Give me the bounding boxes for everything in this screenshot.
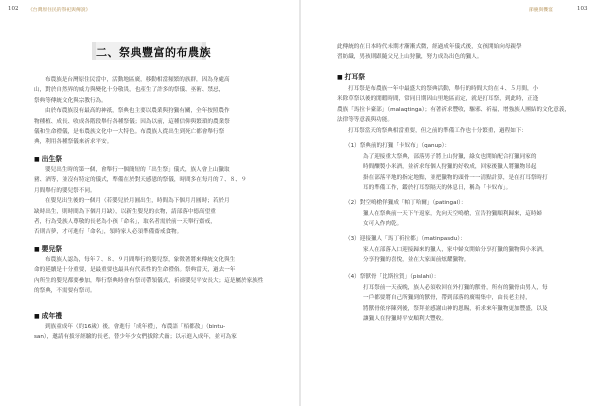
- text-line: 獵人在祭典前一天下午返家，先向天空鳴槍，宣告狩獵順利歸來，這時婦: [363, 211, 543, 217]
- infant-heading-label: 嬰兒祭: [41, 245, 63, 253]
- text-line: 農族「馬拉卡臺部」（malaqtinga）；有著祈求豐收，驅邪、祈福，增強族人團結的文化意義，: [337, 106, 571, 113]
- text-line: 典，利用各種祭儀來祈求平安。: [34, 139, 113, 146]
- text-line: 的祭典，不需要有祭司。: [34, 288, 96, 295]
- hunt-heading-label: 打耳祭: [344, 73, 366, 81]
- adult-paragraph: [34, 322, 274, 343]
- square-bullet-icon: ■: [34, 156, 40, 163]
- item-title: 對空鳴槍佯獵成「帕丁哈爾」（patingal）：: [359, 200, 467, 206]
- text-line: 月間舉行的嬰兒祭不同。: [34, 187, 96, 194]
- text-line: 米除草祭以後的閒暇時間，常同日期因山里地區而定，就是打耳祭，到此時，正逢: [337, 96, 539, 103]
- birth-paragraphs: [34, 165, 274, 238]
- hunt-paragraph: [337, 84, 573, 136]
- text-line: 到族童成年（約16歲）後，會進行「成年禮」，布農語「栢都敖」（bintu-: [45, 324, 226, 330]
- process-item-3: [345, 234, 466, 242]
- section-title: 二、祭典豐富的布農族: [96, 46, 211, 59]
- text-line: 祭典等傳統文化與宗教行為。: [34, 97, 107, 104]
- infant-paragraph: [34, 255, 274, 297]
- text-line: 打耳祭前一天夜晚，族人必須收回在外打獵的獸骨，所有的獵骨由男人，每: [363, 285, 548, 291]
- right-running-head: 節慶與饗宴: [529, 8, 553, 13]
- item-number: （2）: [345, 200, 360, 206]
- text-line: 者，行為受族人尊敬的長老為小孩「命名」，取名者需於前一天舉行齋戒，: [34, 218, 216, 225]
- item-number: （3）: [345, 236, 360, 242]
- process-item-4-text: [363, 283, 573, 325]
- right-page: [301, 0, 600, 406]
- section-title-banner: [92, 42, 211, 60]
- square-bullet-icon: ■: [34, 313, 40, 320]
- text-line: 家人在部落入口迎接歸來的獵人，家中婦女開始分享打獵的獵物與小米酒，: [363, 247, 548, 253]
- process-item-4: [345, 272, 439, 280]
- text-line: 耳的準備工作，鑑於打耳祭隔天的休息日，稱為「卡奴布」。: [363, 185, 512, 192]
- text-line: 在嬰兒出生後的一個月（若嬰兒於月圓出生，時間為下個月月圓時；若於月: [45, 198, 230, 205]
- text-line: 物種植、成長、收成各階段舉行各種祭儀；因為以前，這種信仰與繁瑣的農業祭: [34, 118, 230, 125]
- process-item-1: [345, 141, 450, 149]
- left-page-number: 102: [8, 6, 19, 12]
- adult-heading-label: 成年禮: [41, 312, 63, 320]
- text-line: 打耳祭當天的祭典相當重要，但之前的準備工作也十分繁重，過程如下：: [348, 127, 528, 134]
- process-item-1-text: [363, 152, 573, 194]
- item-number: （1）: [345, 143, 360, 149]
- right-intro-paragraph: [337, 42, 573, 63]
- right-page-number: 103: [577, 6, 588, 12]
- process-item-2: [345, 198, 466, 206]
- text-line: 一戶都要將自己所獵到的獸骨，帶到部落的廣場集中，由長老主持，: [363, 295, 531, 302]
- text-line: 分享狩獵的喜悅，並在大家面前炫耀獵物。: [363, 257, 470, 264]
- intro-paragraph: [34, 75, 274, 148]
- text-line: 此傳統的在日本時代未期才漸漸式微，經過成年儀式後，女孩開始向母親學: [337, 44, 522, 50]
- text-line: 山，對於自然界的威力與變化十分敬畏，也產生了許多的祭儀、巫術、禁忌，: [34, 87, 225, 94]
- text-line: 將獸骨依序陳列後，祭拜並感謝山神的恩賜，祈求來年獵物更加豐盛，以及: [363, 305, 548, 312]
- process-item-2-text: [363, 209, 573, 230]
- text-line: 法律等等意義與功能。: [337, 117, 393, 124]
- text-line: 時間釀製小米酒，並祈求每個人狩獵的好收成，回家後獵人將獵物吊起: [363, 164, 537, 171]
- text-line: 儀和生命禮儀，是布農族文化中一大特色。布農族人從出生到死亡都會舉行祭: [34, 128, 225, 135]
- text-line: 習紡織，男孩則跟隨父兄上山狩獵，努力成為出色的獵人。: [337, 54, 483, 61]
- text-line: 布農族人認為，每年７、８、９月間舉行的嬰兒祭，象徵著將來傳統文化與生: [45, 257, 236, 263]
- text-line: 由於布農族沒有最高的神祇，祭典也主要以農業與狩獵有關，全年按照農作: [45, 108, 230, 115]
- text-line: 布農族是台灣原住民當中，活動地區廣，移動相當頻繁的族群，因為身處高: [45, 77, 230, 83]
- item-title: 迎接獵人「馬丁祈拉都」（matinpasdu）：: [359, 236, 466, 242]
- text-line: 內所生的嬰兒都要參加，舉行祭典時會有祭司帶領儀式，祈禱嬰兒平安長大；這是屬於家族性: [34, 277, 264, 284]
- text-line: 女可入作肉乾。: [363, 221, 403, 228]
- left-running-head: 《台灣原住民的祭祀與傳說》: [28, 8, 91, 13]
- text-line: 讓獵人在狩獵時平安順利大豐收。: [363, 316, 447, 323]
- text-line: 否則吉夢，才可進行「命名」，領時家人必須準備齋戒食物。: [34, 229, 183, 236]
- text-line: 嬰兒出生時的第一個，會舉行一個簡短的「出生祭」儀式，族人會上山獵取: [45, 167, 230, 173]
- process-item-3-text: [363, 245, 573, 266]
- hunt-heading: [337, 71, 365, 81]
- item-number: （4）: [345, 274, 360, 280]
- item-title: 祭獸骨「比斯拉賀」（pislahi）：: [359, 274, 440, 280]
- left-page: [0, 0, 299, 406]
- text-line: 打耳祭是布農族一年中最盛大的祭典活動，舉行的時間大約在４、５月間，小: [348, 86, 539, 92]
- text-line: 掛在部落平地的指定地點，並把獵物的頭骨一一清點計算，是在打耳祭時打: [363, 174, 548, 181]
- item-title: 祭典前的打獵「卡奴布」（qanup）：: [359, 143, 451, 149]
- text-line: 命的延續是十分重要，是最重要也最具有代表性的生命禮俗。祭典當天，過去一年: [34, 267, 236, 274]
- birth-heading-label: 出生祭: [41, 155, 63, 163]
- text-line: 豬、酒等，並沒有特定的儀式，準備在於對天感恩的祭儀，時間多在每月的７、８、９: [34, 177, 247, 184]
- text-line: 為了迎接重大祭典，部落男子將上山狩獵，綠女也開始配合打獵同家的: [363, 154, 537, 160]
- text-line: 缺時出生，則時間為下個月月缺），以新生嬰兒的衣物，請部落中德高望重: [34, 208, 216, 215]
- text-line: san），邀請有拔牙經驗的長老，替少年少女們拔除犬齒；以示進入成年，並可為家: [34, 334, 237, 341]
- infant-heading: [34, 243, 62, 253]
- square-bullet-icon: ■: [337, 74, 343, 81]
- birth-heading: [34, 153, 62, 163]
- square-bullet-icon: ■: [34, 246, 40, 253]
- adult-heading: [34, 310, 62, 320]
